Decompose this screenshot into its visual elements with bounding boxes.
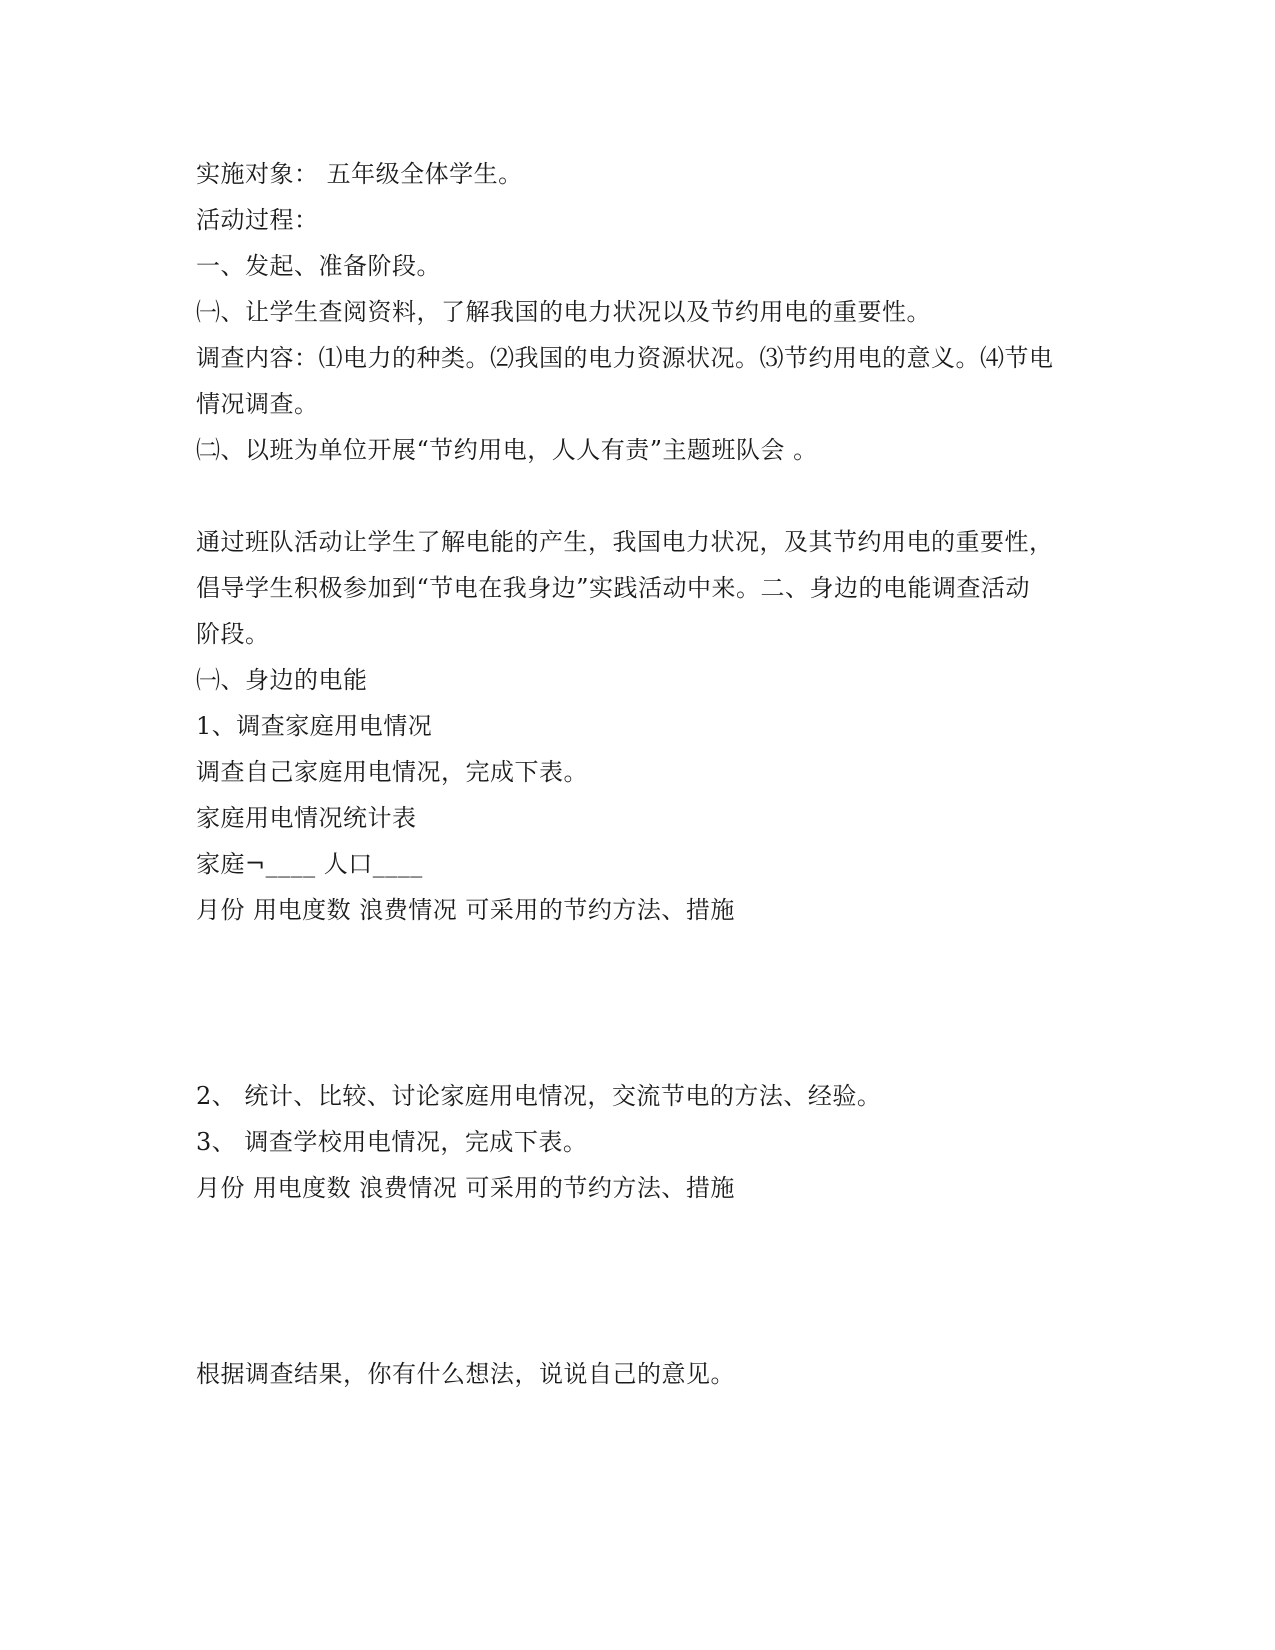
task2: 2、 统计、比较、讨论家庭用电情况，交流节电的方法、经验。 xyxy=(196,1082,882,1110)
task1-heading: 1、调查家庭用电情况 xyxy=(196,712,433,740)
stage1-item1: ㈠、让学生查阅资料，了解我国的电力状况以及节约用电的重要性。 xyxy=(196,298,931,326)
paragraph-line1: 通过班队活动让学生了解电能的产生，我国电力状况，及其节约用电的重要性， xyxy=(196,528,1054,556)
task3: 3、 调查学校用电情况，完成下表。 xyxy=(196,1128,588,1156)
closing-prompt: 根据调查结果，你有什么想法，说说自己的意见。 xyxy=(196,1360,735,1388)
table1-header: 月份 用电度数 浪费情况 可采用的节约方法、措施 xyxy=(196,896,735,924)
stage2-item1: ㈠、身边的电能 xyxy=(196,666,368,694)
table2-header: 月份 用电度数 浪费情况 可采用的节约方法、措施 xyxy=(196,1174,735,1202)
task1-instruction: 调查自己家庭用电情况，完成下表。 xyxy=(196,758,588,786)
family-label: 家庭¬____ 人口____ xyxy=(196,850,423,878)
paragraph-line3: 阶段。 xyxy=(196,620,270,648)
stage1-item2: ㈡、以班为单位开展“节约用电，人人有责”主题班队会 。 xyxy=(196,436,818,464)
target-line: 实施对象： 五年级全体学生。 xyxy=(196,160,523,188)
survey-content-line2: 情况调查。 xyxy=(196,390,319,418)
table1-title: 家庭用电情况统计表 xyxy=(196,804,417,832)
paragraph-line2: 倡导学生积极参加到“节电在我身边”实践活动中来。二、身边的电能调查活动 xyxy=(196,574,1031,602)
survey-content-line1: 调查内容：⑴电力的种类。⑵我国的电力资源状况。⑶节约用电的意义。⑷节电 xyxy=(196,344,1054,372)
process-heading: 活动过程： xyxy=(196,206,319,234)
stage1-heading: 一、发起、准备阶段。 xyxy=(196,252,441,280)
